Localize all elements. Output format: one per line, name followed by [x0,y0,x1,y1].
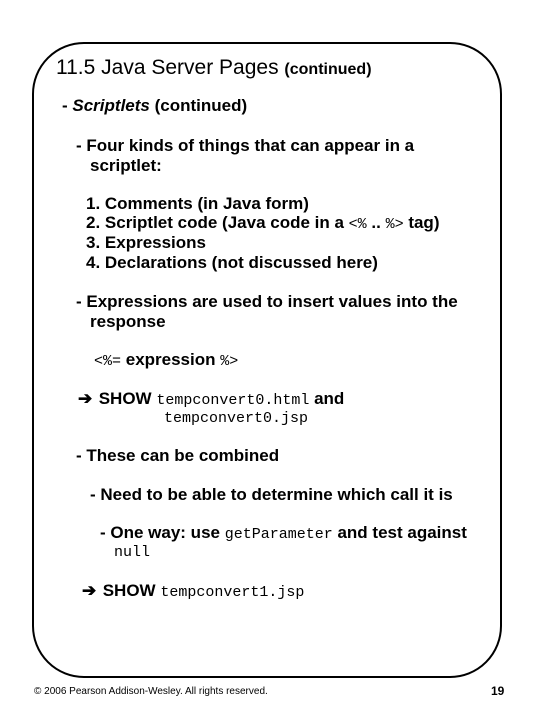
code-getparameter: getParameter [224,526,333,543]
list-item-3: 3. Expressions [86,233,207,252]
expressions-line1: - Expressions are used to insert values into the [76,292,458,311]
show-tempconvert1: ➔ SHOW tempconvert1.jsp [82,581,305,601]
scriptlets-label: Scriptlets [72,96,150,115]
list-item-4: 4. Declarations (not discussed here) [86,253,378,272]
determine-line: - Need to be able to determine which call it is [90,485,453,504]
four-kinds-line1: - Four kinds of things that can appear in a [76,136,415,155]
show-tempconvert0: ➔ SHOW tempconvert0.html and [78,389,345,409]
arrow-right-icon: ➔ [78,389,93,408]
expression-syntax: <%= expression %> [94,350,239,370]
slide-title [56,56,372,82]
list-item-2: 2. Scriptlet code (Java code in a <% .. %> tag) [86,213,440,233]
file-tempconvert0-html: tempconvert0.html [156,392,310,409]
page-number: 19 [491,684,505,698]
arrow-right-icon: ➔ [82,581,97,600]
four-kinds-line2: scriptlet: [90,156,162,175]
code-null: null [114,544,151,561]
combined-line: - These can be combined [76,446,280,465]
file-tempconvert0-jsp: tempconvert0.jsp [164,410,309,427]
title-suffix: (continued) [284,61,372,78]
expressions-line2: response [90,312,166,331]
scriptlets-heading: - Scriptlets (continued) [62,96,248,115]
one-way-line: - One way: use getParameter and test against [100,523,467,543]
title-main: 11.5 Java Server Pages [56,56,279,79]
file-tempconvert1-jsp: tempconvert1.jsp [160,584,305,601]
list-item-1: 1. Comments (in Java form) [86,194,309,213]
copyright-footer: © 2006 Pearson Addison-Wesley. All rights reserved. [34,686,268,697]
